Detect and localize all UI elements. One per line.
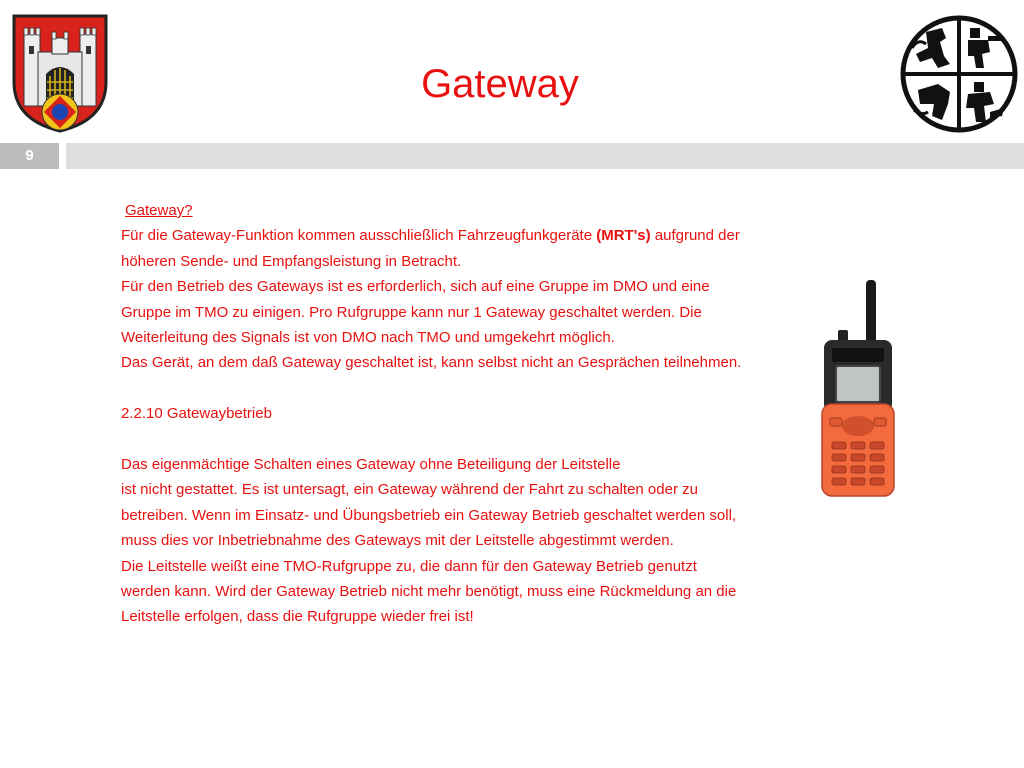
paragraph-line: höheren Sende- und Empfangsleistung in Betracht. (121, 252, 462, 270)
paragraph-line (121, 223, 831, 248)
coat-of-arms-icon (10, 12, 110, 134)
radio-device-icon (818, 278, 898, 500)
paragraph-line: Leitstelle erfolgen, dass die Rufgruppe wieder frei ist! (121, 608, 474, 626)
slide-body (121, 198, 831, 630)
heading-text: Gateway? (125, 202, 193, 219)
fire-brigade-emblem-icon (898, 12, 1020, 136)
slide-title: Gateway (421, 62, 579, 106)
paragraph-line: muss dies vor Inbetriebnahme des Gateways mit der Leitstelle abgestimmt werden. (121, 532, 674, 550)
text-run: Für die Gateway-Funktion kommen ausschließlich Fahrzeugfunkgeräte (121, 227, 597, 245)
text-run: aufgrund der (650, 227, 740, 245)
paragraph-line: Die Leitstelle weißt eine TMO-Rufgruppe zu, die dann für den Gateway Betrieb genutzt (121, 557, 697, 575)
spacer (121, 427, 831, 452)
header-bar (66, 143, 1024, 169)
section-heading: 2.2.10 Gatewaybetrieb (121, 405, 272, 423)
paragraph-line: werden kann. Wird der Gateway Betrieb nicht mehr benötigt, muss eine Rückmeldung an die (121, 583, 737, 601)
paragraph-line: ist nicht gestattet. Es ist untersagt, ein Gateway während der Fahrt zu schalten oder zu (121, 481, 698, 499)
paragraph-line: Weiterleitung des Signals ist von DMO nach TMO und umgekehrt möglich. (121, 329, 615, 347)
paragraph-line: betreiben. Wenn im Einsatz- und Übungsbetrieb ein Gateway Betrieb geschaltet werden soll, (121, 506, 737, 524)
paragraph-line: Gruppe im TMO zu einigen. Pro Rufgruppe kann nur 1 Gateway geschaltet werden. Die (121, 303, 702, 321)
body-heading (121, 198, 831, 223)
bold-text-run: (MRT's) (596, 227, 651, 245)
paragraph-line: Für den Betrieb des Gateways ist es erforderlich, sich auf eine Gruppe im DMO und eine (121, 278, 710, 296)
paragraph-line: Das Gerät, an dem daß Gateway geschaltet ist, kann selbst nicht an Gesprächen teilnehmen. (121, 354, 742, 372)
slide-number: 9 (0, 143, 59, 169)
paragraph-line: Das eigenmächtige Schalten eines Gateway ohne Beteiligung der Leitstelle (121, 456, 621, 474)
spacer (121, 376, 831, 401)
